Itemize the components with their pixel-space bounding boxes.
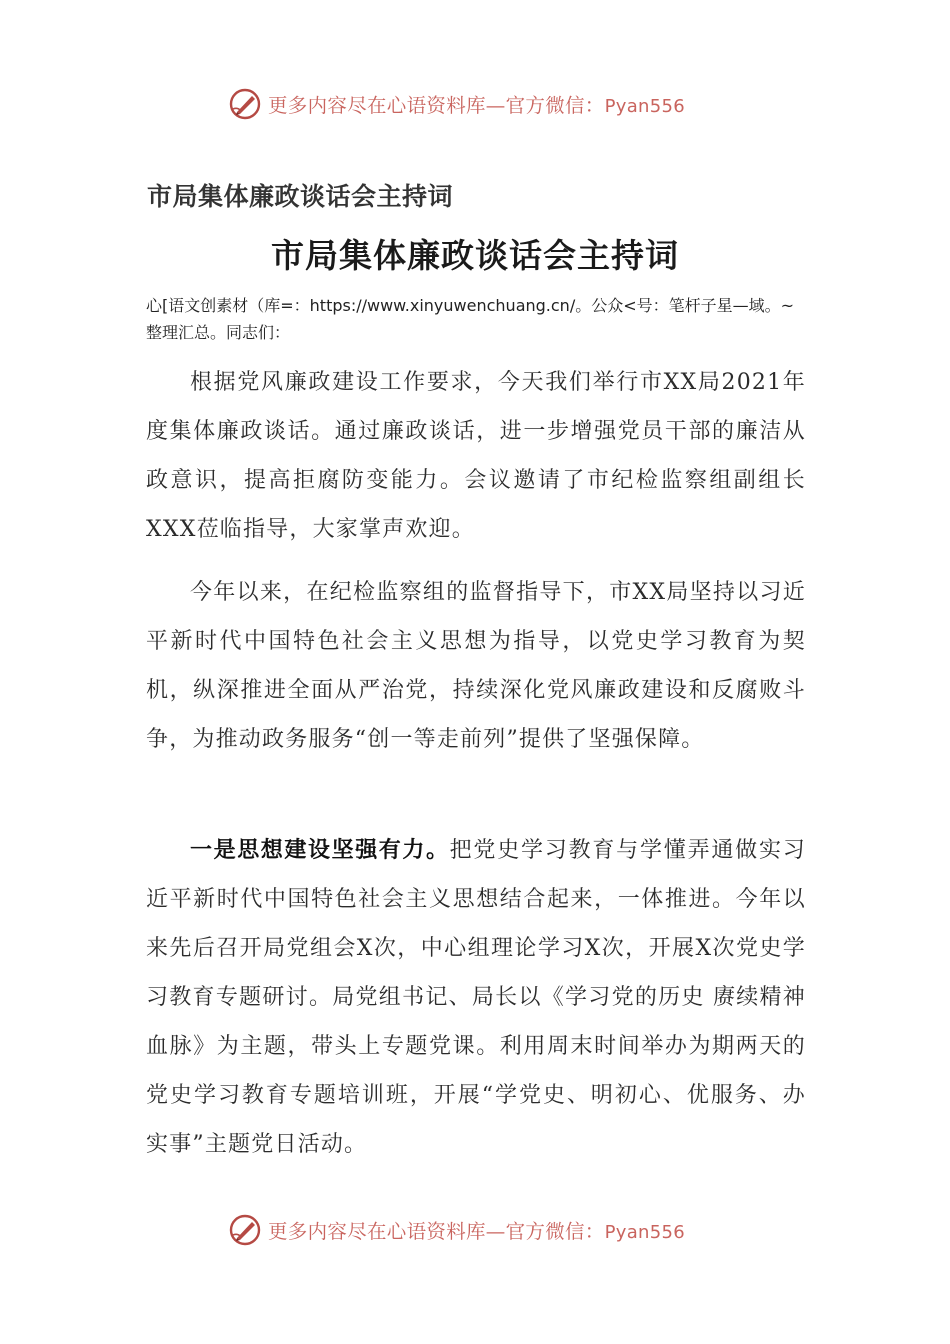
paragraph-2: 今年以来，在纪检监察组的监督指导下，市XX局坚持以习近平新时代中国特色社会主义思想为指导，以党史学习教育为契机，纵深推进全面从严治党，持续深化党风廉政建设和反腐败斗争，为推动政务服务“创一等走前列”提供了坚强保障。 <box>146 580 806 752</box>
source-note: 心[语文创素材（库=：https://www.xinyuwenchuang.cn/。公众<号：笔杆子星—域。~整理汇总。同志们： <box>146 296 795 342</box>
document-title: 市局集体廉政谈话会主持词 <box>271 236 679 275</box>
banner-text: 更多内容尽在心语资料库—官方微信：Pyan556 <box>268 94 686 117</box>
wechat-id: Pyan556 <box>604 96 686 117</box>
paragraph-1: 根据党风廉政建设工作要求，今天我们举行市XX局2021年度集体廉政谈话。通过廉政谈话，进一步增强党员干部的廉洁从政意识，提高拒腐防变能力。会议邀请了市纪检监察组副组长XXX莅临指导，大家掌声欢迎。 <box>146 370 806 542</box>
banner-text: 更多内容尽在心语资料库—官方微信：Pyan556 <box>268 1220 686 1243</box>
header-banner <box>228 84 685 124</box>
paragraph-3-body: 把党史学习教育与学懂弄通做实习近平新时代中国特色社会主义思想结合起来，一体推进。今年以来先后召开局党组会X次，中心组理论学习X次，开展X次党史学习教育专题研讨。局党组书记、局长以《学习党的历史 赓续精神血脉》为主题，带头上专题党课。利用周末时间举办为期两天的党史学习教育专题培训班，开展“学党史、明初心、优服务、办实事”主题党日活动。 <box>146 838 806 1157</box>
pen-logo-icon <box>228 87 262 121</box>
paragraph-3 <box>146 826 806 1169</box>
document-label: 市局集体廉政谈话会主持词 <box>147 182 454 211</box>
paragraph-3-lead: 一是思想建设坚强有力。 <box>190 838 450 863</box>
pen-logo-icon <box>228 1213 262 1247</box>
wechat-id: Pyan556 <box>604 1222 686 1243</box>
footer-banner <box>228 1210 685 1250</box>
